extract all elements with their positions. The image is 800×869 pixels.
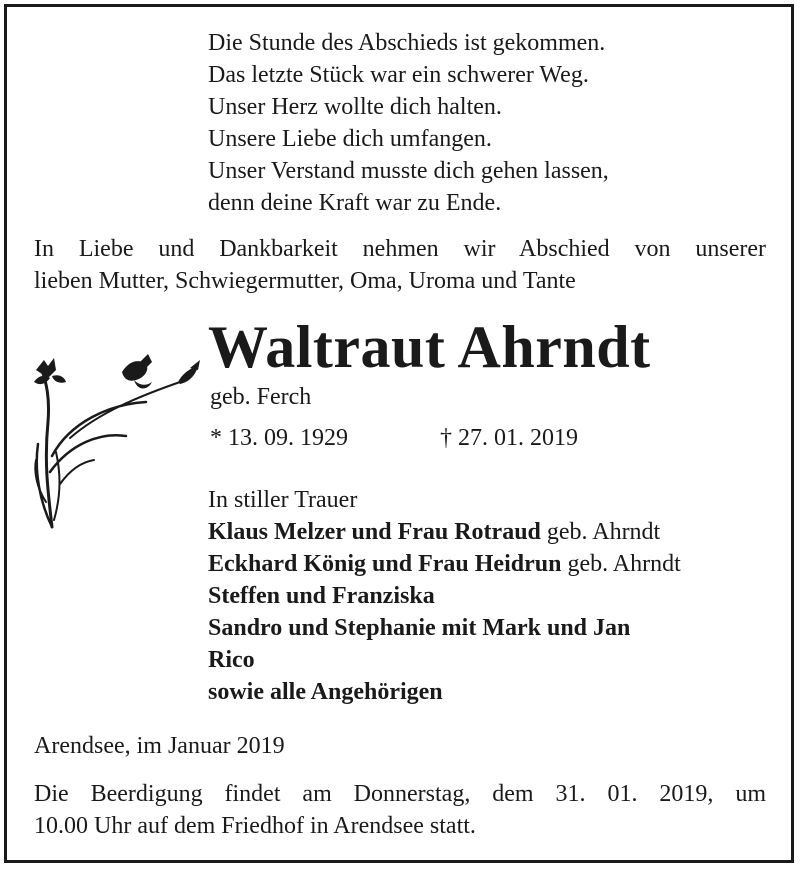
iris-flower-icon [30, 352, 208, 532]
birth-date: * 13. 09. 1929 [210, 425, 348, 451]
funeral-line: 10.00 Uhr auf dem Friedhof in Arendsee statt. [34, 813, 476, 839]
poem-line: Unser Herz wollte dich halten. [208, 94, 502, 120]
maiden-name: geb. Ferch [210, 384, 312, 410]
place-date: Arendsee, im Januar 2019 [34, 733, 285, 759]
poem-line: denn deine Kraft war zu Ende. [208, 190, 502, 216]
mourner-entry [208, 676, 681, 708]
mourner-entry [208, 612, 681, 644]
mourner-entry [208, 516, 681, 548]
mourner-suffix: geb. Ahrndt [561, 551, 681, 577]
mourner-name: Rico [208, 647, 255, 673]
mourner-name: Sandro und Stephanie mit Mark und Jan [208, 615, 631, 641]
mourner-entry [208, 644, 681, 676]
mourner-name: Eckhard König und Frau Heidrun [208, 551, 562, 577]
death-date: † 27. 01. 2019 [440, 425, 578, 451]
mourner-entry [208, 580, 681, 612]
poem-line: Die Stunde des Abschieds ist gekommen. [208, 30, 606, 56]
mourner-name: sowie alle Angehörigen [208, 679, 443, 705]
poem-line: Unsere Liebe dich umfangen. [208, 126, 492, 152]
intro-line: In Liebe und Dankbarkeit nehmen wir Abschied von unserer [34, 236, 766, 262]
funeral-notice [34, 778, 766, 842]
poem [208, 27, 609, 219]
mourner-suffix: geb. Ahrndt [540, 519, 661, 545]
mourner-name: Steffen und Franziska [208, 583, 435, 609]
funeral-line: Die Beerdigung findet am Donnerstag, dem 31. 01. 2019, um [34, 781, 766, 807]
poem-line: Unser Verstand musste dich gehen lassen, [208, 158, 609, 184]
intro-line: lieben Mutter, Schwiegermutter, Oma, Uroma und Tante [34, 268, 576, 294]
mourner-entry [208, 548, 681, 580]
intro-text [34, 233, 766, 297]
poem-line: Das letzte Stück war ein schwerer Weg. [208, 62, 589, 88]
mourners-heading: In stiller Trauer [208, 487, 358, 513]
mourners-list [208, 484, 681, 708]
mourner-name: Klaus Melzer und Frau Rotraud [208, 519, 541, 545]
deceased-name: Waltraut Ahrndt [208, 314, 651, 380]
